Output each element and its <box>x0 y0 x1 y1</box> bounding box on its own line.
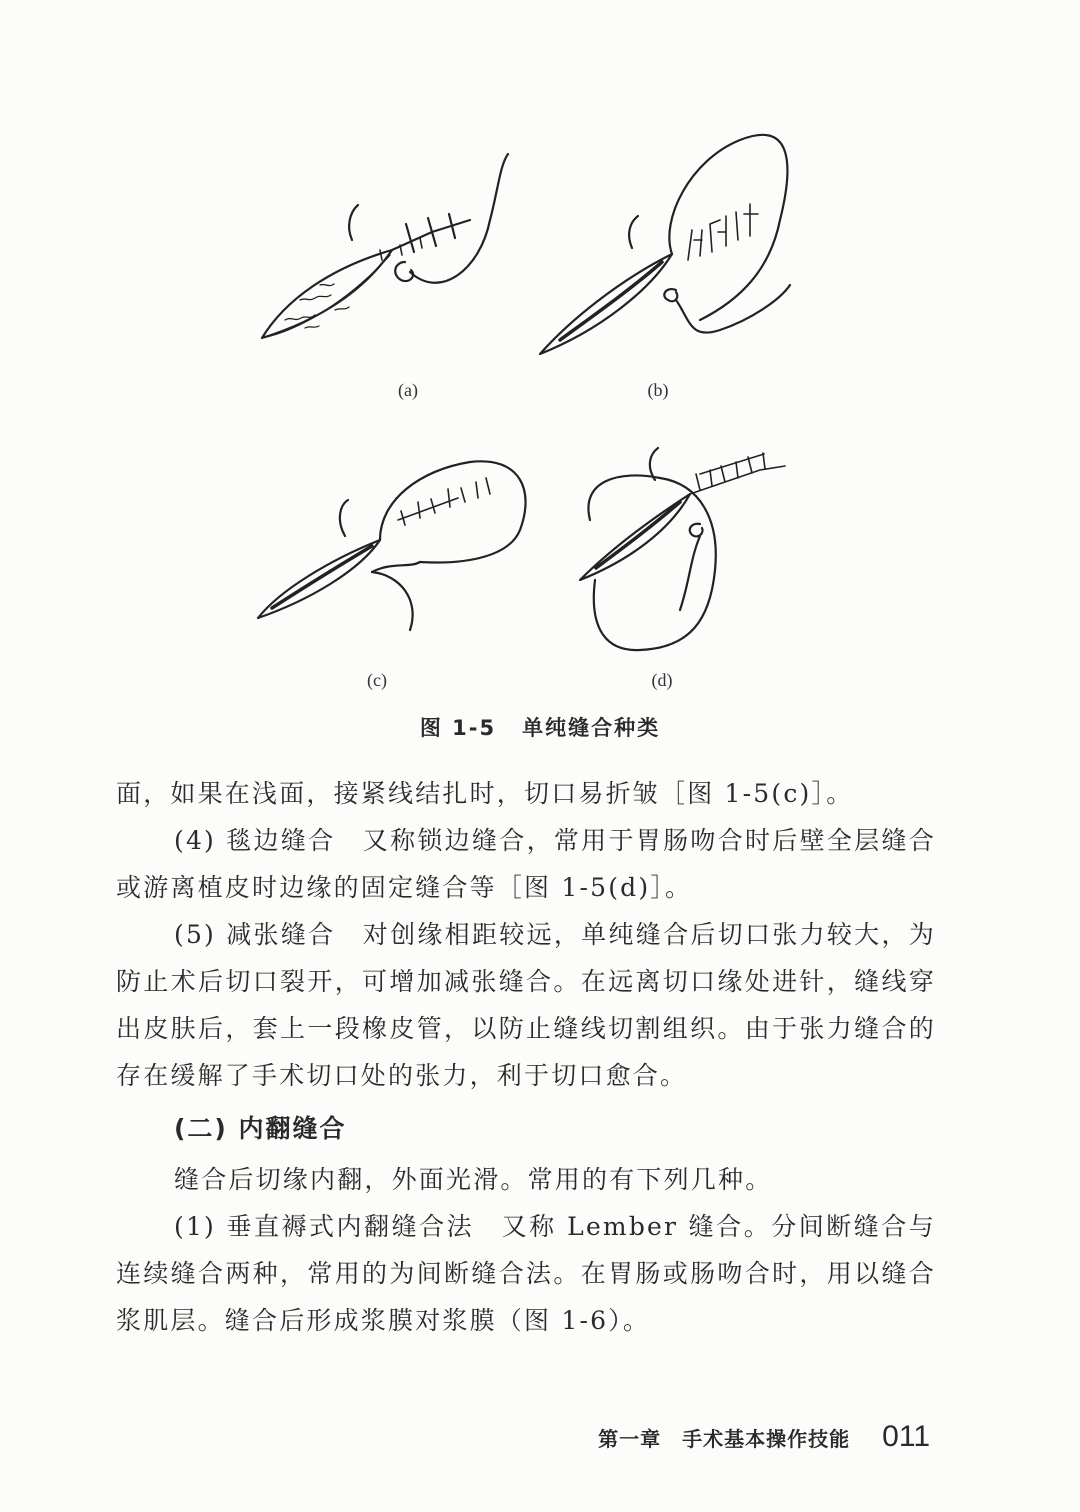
chapter-title: 第一章 手术基本操作技能 <box>598 1427 851 1451</box>
panel-c-drawing <box>258 461 526 630</box>
paragraph-3: (5) 减张缝合 对创缘相距较远，单纯缝合后切口张力较大，为防止术后切口裂开，可增加减张缝合。在远离切口缘处进针，缝线穿出皮肤后，套上一段橡皮管，以防止缝线切割组织。由于张力缝合的存在缓解了手术切口处的张力，利于切口愈合。 <box>116 920 936 1090</box>
paragraph-4: 缝合后切缘内翻，外面光滑。常用的有下列几种。 <box>174 1165 773 1194</box>
panel-c-label: (c) <box>367 670 387 690</box>
figure-number: 图 1-5 <box>419 716 497 740</box>
page-number: 011 <box>882 1420 930 1453</box>
paragraph-5: (1) 垂直褥式内翻缝合法 又称 Lember 缝合。分间断缝合与连续缝合两种，常用的为间断缝合法。在胃肠或肠吻合时，用以缝合浆肌层。缝合后形成浆膜对浆膜（图 1-6）。 <box>116 1212 936 1335</box>
panel-a-label: (a) <box>398 380 418 400</box>
paragraph-1: 面，如果在浅面，接紧线结扎时，切口易折皱［图 1-5(c)］。 <box>116 779 854 808</box>
figure-caption <box>0 712 1080 742</box>
panel-a-drawing <box>262 154 508 338</box>
panel-d-drawing <box>580 448 785 650</box>
page-footer <box>598 1420 930 1454</box>
panel-b-label: (b) <box>647 380 669 400</box>
body-text <box>116 770 936 1344</box>
figure-title: 单纯缝合种类 <box>522 716 661 740</box>
paragraph-2: (4) 毯边缝合 又称锁边缝合，常用于胃肠吻合时后壁全层缝合或游离植皮时边缘的固定缝合等［图 1-5(d)］。 <box>116 826 936 902</box>
section-heading: (二) 内翻缝合 <box>174 1114 347 1143</box>
panel-b-drawing <box>540 135 790 354</box>
panel-d-label: (d) <box>651 670 673 690</box>
